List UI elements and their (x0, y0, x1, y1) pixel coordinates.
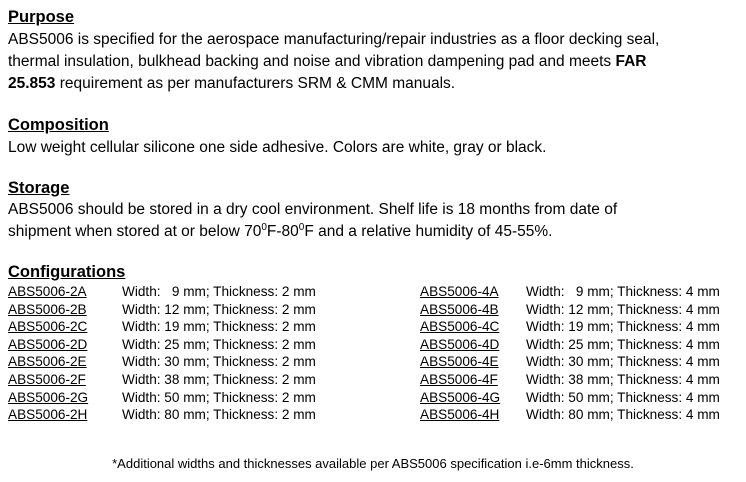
storage-heading: Storage (8, 179, 70, 197)
config-code-link[interactable]: ABS5006-4C (420, 319, 500, 335)
config-code-link[interactable]: ABS5006-4D (420, 336, 500, 352)
config-code-link[interactable]: ABS5006-4G (420, 389, 501, 405)
config-row (420, 318, 746, 336)
purpose-line-3-text: requirement as per manufacturers SRM & CMM manuals. (55, 75, 456, 92)
config-spec: Width: 9 mm; Thickness: 4 mm (526, 284, 720, 299)
config-spec: Width: 30 mm; Thickness: 4 mm (526, 354, 720, 370)
configurations-table-2mm (8, 283, 338, 424)
config-spec: Width: 25 mm; Thickness: 2 mm (122, 336, 316, 352)
config-code-link[interactable]: ABS5006-2G (8, 389, 89, 405)
config-spec: Width: 19 mm; Thickness: 4 mm (526, 319, 720, 335)
config-code-link[interactable]: ABS5006-2E (8, 354, 87, 370)
config-code-link[interactable]: ABS5006-4B (420, 301, 499, 317)
config-code-link[interactable]: ABS5006-4E (420, 354, 499, 370)
far-reference: FAR (615, 53, 647, 70)
config-spec: Width: 80 mm; Thickness: 4 mm (526, 407, 720, 423)
config-row (420, 353, 746, 371)
config-spec: Width: 9 mm; Thickness: 2 mm (122, 284, 316, 299)
config-row (8, 318, 338, 336)
purpose-text (8, 29, 744, 95)
storage-line-2-part-a: shipment when stored at or below 70 (8, 223, 262, 240)
configurations-heading: Configurations (8, 263, 126, 281)
config-row (420, 371, 746, 389)
degree-superscript-2: 0 (298, 221, 305, 233)
config-spec: Width: 12 mm; Thickness: 2 mm (122, 301, 316, 317)
configurations-table-4mm (420, 283, 746, 424)
purpose-line-2-text: thermal insulation, bulkhead backing and noise and vibration dampening pad and meets (8, 53, 612, 70)
config-code-link[interactable]: ABS5006-4F (420, 371, 498, 387)
purpose-line-2 (8, 51, 744, 73)
config-row (420, 389, 746, 407)
purpose-line-1: ABS5006 is specified for the aerospace manufacturing/repair industries as a floor decking seal, (8, 31, 660, 48)
config-spec: Width: 12 mm; Thickness: 4 mm (526, 301, 720, 317)
config-row (420, 301, 746, 319)
storage-line-2-part-c: F and a relative humidity of 45-55%. (304, 223, 553, 240)
config-row (420, 336, 746, 354)
purpose-line-3 (8, 73, 744, 95)
composition-heading: Composition (8, 116, 109, 134)
config-spec: Width: 50 mm; Thickness: 2 mm (122, 389, 316, 405)
config-spec: Width: 38 mm; Thickness: 4 mm (526, 371, 720, 387)
config-spec: Width: 25 mm; Thickness: 4 mm (526, 336, 720, 352)
config-code-link[interactable]: ABS5006-2B (8, 301, 87, 317)
config-code-link[interactable]: ABS5006-2C (8, 319, 88, 335)
config-code-link[interactable]: ABS5006-2F (8, 371, 86, 387)
config-row (8, 283, 338, 301)
storage-text (8, 199, 744, 243)
config-code-link[interactable]: ABS5006-4A (420, 284, 499, 299)
composition-text: Low weight cellular silicone one side adhesive. Colors are white, gray or black. (8, 139, 547, 156)
purpose-heading: Purpose (8, 8, 75, 26)
config-spec: Width: 50 mm; Thickness: 4 mm (526, 389, 720, 405)
config-code-link[interactable]: ABS5006-2A (8, 284, 87, 299)
config-row (420, 406, 746, 424)
config-spec: Width: 19 mm; Thickness: 2 mm (122, 319, 316, 335)
config-row (8, 301, 338, 319)
footnote: *Additional widths and thicknesses available per ABS5006 specification i.e-6mm thickness. (112, 456, 634, 471)
degree-superscript-1: 0 (261, 221, 267, 233)
config-code-link[interactable]: ABS5006-4H (420, 407, 500, 423)
config-code-link[interactable]: ABS5006-2D (8, 336, 88, 352)
config-row (8, 389, 338, 407)
config-code-link[interactable]: ABS5006-2H (8, 407, 88, 423)
storage-line-2 (8, 221, 744, 243)
far-section-number: 25.853 (8, 75, 56, 92)
config-row (8, 371, 338, 389)
storage-line-1: ABS5006 should be stored in a dry cool environment. Shelf life is 18 months from date of (8, 201, 618, 218)
config-spec: Width: 80 mm; Thickness: 2 mm (122, 407, 316, 423)
config-row (8, 406, 338, 424)
config-row (8, 353, 338, 371)
config-spec: Width: 30 mm; Thickness: 2 mm (122, 354, 316, 370)
config-spec: Width: 38 mm; Thickness: 2 mm (122, 371, 316, 387)
config-row (420, 283, 746, 301)
config-row (8, 336, 338, 354)
storage-line-2-part-b: F-80 (266, 223, 299, 240)
